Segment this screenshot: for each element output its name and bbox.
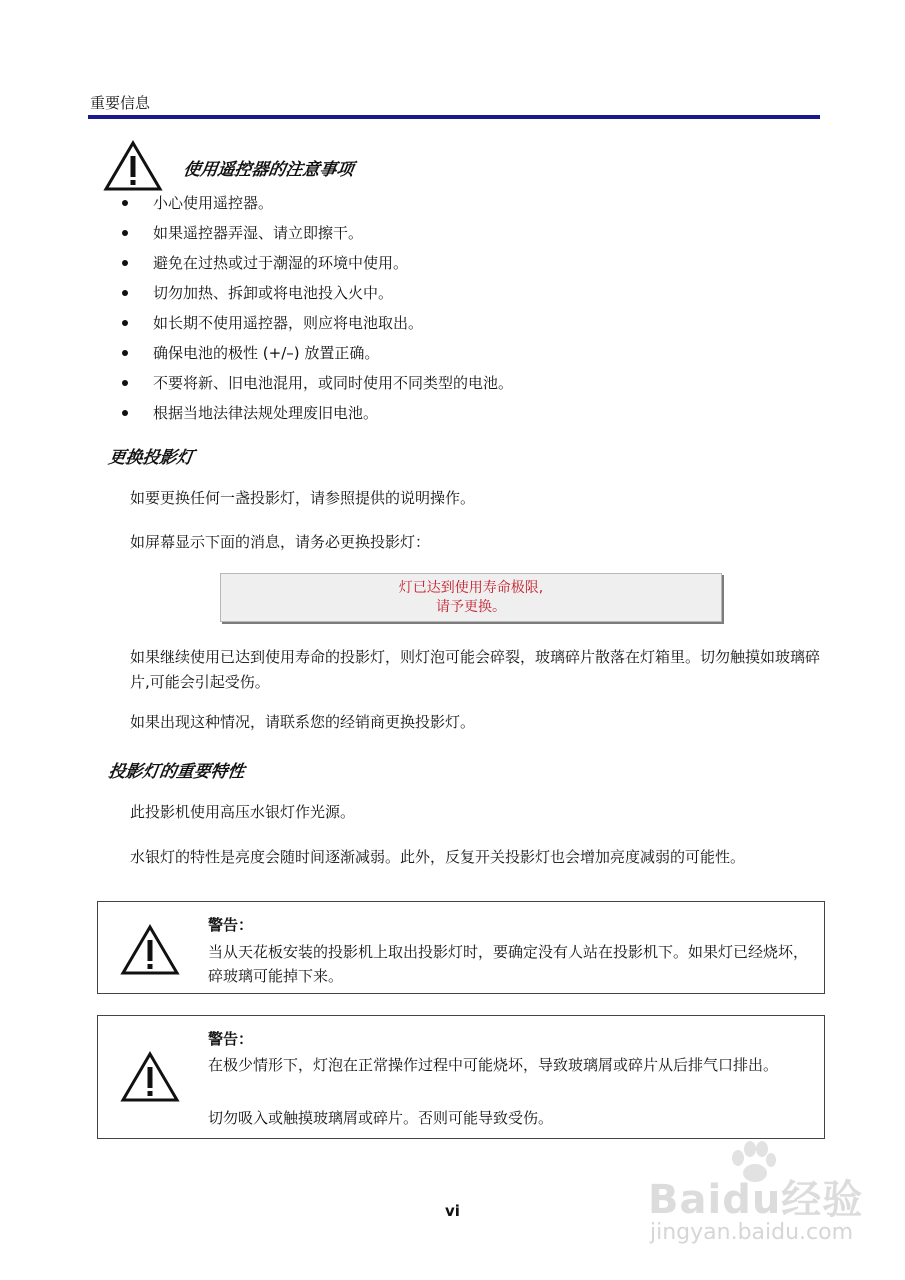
list-item: 不要将新、旧电池混用，或同时使用不同类型的电池。 <box>118 370 513 400</box>
page-number: vi <box>445 1202 460 1220</box>
list-item: 如长期不使用遥控器，则应将电池取出。 <box>118 310 513 340</box>
warning-text: 当从天花板安装的投影机上取出投影灯时，要确定没有人站在投影机下。如果灯已经烧坏，碎玻璃可能掉下来。 <box>208 943 809 985</box>
lamp-replace-heading: 更换投影灯 <box>107 448 195 468</box>
warning-triangle-icon <box>120 924 180 976</box>
lamp-replace-para-1: 如要更换任何一盏投影灯，请参照提供的说明操作。 <box>130 489 476 507</box>
warning-text-1: 在极少情形下，灯泡在正常操作过程中可能烧坏，导致玻璃屑或碎片从后排气口排出。 <box>208 1056 779 1074</box>
list-item: 如果遥控器弄湿、请立即擦干。 <box>118 220 513 250</box>
header-rule <box>88 115 820 119</box>
warning-text-2: 切勿吸入或触摸玻璃屑或碎片。否则可能导致受伤。 <box>208 1109 554 1127</box>
list-item: 根据当地法律法规处理废旧电池。 <box>118 400 513 430</box>
remote-precautions-list <box>118 190 513 430</box>
lamp-features-heading: 投影灯的重要特性 <box>107 762 246 782</box>
lamp-features-para-2: 水银灯的特性是亮度会随时间逐渐减弱。此外，反复开关投影灯也会增加亮度减弱的可能性。 <box>130 848 746 866</box>
list-item: 确保电池的极性 (+/–) 放置正确。 <box>118 340 513 370</box>
lamp-replace-para-4: 如果出现这种情况，请联系您的经销商更换投影灯。 <box>130 713 476 731</box>
lamp-features-para-1: 此投影机使用高压水银灯作光源。 <box>130 803 356 821</box>
warning-box-1 <box>97 901 825 994</box>
watermark-url: jingyan.baidu.com <box>650 1220 854 1245</box>
warning-triangle-icon <box>103 140 163 192</box>
watermark-logo: Baidu经验 <box>648 1177 864 1223</box>
message-line-2: 请予更换。 <box>436 599 506 615</box>
warning-triangle-icon <box>120 1051 180 1103</box>
lamp-replace-para-2: 如屏幕显示下面的消息，请务必更换投影灯： <box>130 533 431 551</box>
lamp-replace-para-3: 如果继续使用已达到使用寿命的投影灯，则灯泡可能会碎裂，玻璃碎片散落在灯箱里。切勿触摸如玻璃碎片,可能会引起受伤。 <box>130 648 821 691</box>
list-item: 避免在过热或过于潮湿的环境中使用。 <box>118 250 513 280</box>
page-header-title: 重要信息 <box>90 94 151 112</box>
message-line-1: 灯已达到使用寿命极限, <box>398 580 544 596</box>
remote-precautions-heading: 使用遥控器的注意事项 <box>182 160 355 180</box>
baidu-watermark <box>640 1140 870 1250</box>
list-item: 小心使用遥控器。 <box>118 190 513 220</box>
list-item: 切勿加热、拆卸或将电池投入火中。 <box>118 280 513 310</box>
warning-box-2 <box>97 1015 825 1139</box>
warning-label: 警告： <box>208 916 254 934</box>
lamp-life-message-box <box>220 573 722 622</box>
warning-label: 警告： <box>208 1030 254 1048</box>
